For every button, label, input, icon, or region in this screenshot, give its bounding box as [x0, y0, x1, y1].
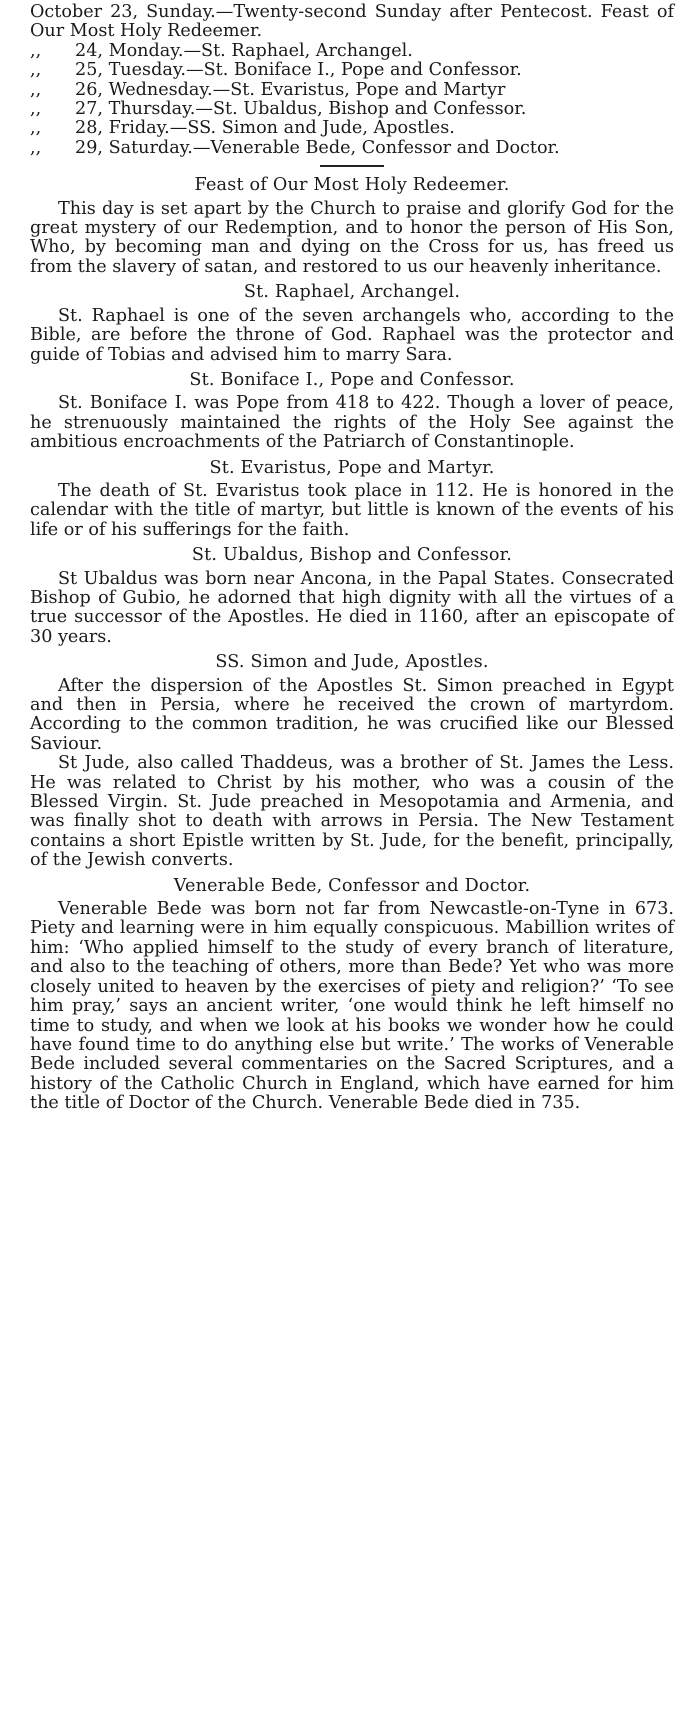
section-heading: Feast of Our Most Holy Redeemer.	[194, 175, 510, 196]
section-divider	[320, 165, 384, 167]
ditto-mark: ,,	[30, 137, 42, 158]
calendar-entry-text: 29, Saturday.—Venerable Bede, Confessor and Doctor.	[75, 137, 560, 158]
section-st-boniface	[30, 371, 674, 453]
section-st-ubaldus	[30, 546, 674, 647]
calendar-entry-text: October 23, Sunday.—Twenty-second Sunday after Pentecost. Feast of Our Most Holy Redeemer.	[30, 2, 674, 42]
section-paragraph: St Jude, also called Thaddeus, was a brother of St. James the Less. He was related to Christ by his mother, who was a cousin of the Blessed Virgin. St. Jude preached in Mesopotamia and Armenia, and was finally shot to death with arrows in Persia. The New Testament contains a short Epistle written by St. Jude, for the benefit, principally, of the Jewish converts.	[30, 753, 674, 871]
section-st-evaristus	[30, 459, 674, 541]
section-heading: St. Ubaldus, Bishop and Confessor.	[191, 545, 513, 566]
ditto-mark: ,,	[30, 99, 42, 120]
calendar-entry-text: 26, Wednesday.—St. Evaristus, Pope and Martyr	[75, 79, 506, 100]
calendar-entry	[30, 119, 674, 138]
section-heading: Venerable Bede, Confessor and Doctor.	[173, 875, 531, 896]
section-heading: St. Boniface I., Pope and Confessor.	[189, 369, 515, 390]
section-heading: St. Raphael, Archangel.	[243, 282, 461, 303]
ditto-mark: ,,	[30, 40, 42, 61]
section-paragraph: Venerable Bede was born not far from Newcastle-on-Tyne in 673. Piety and learning were in him equally conspicuous. Mabillion writes of him: ‘Who applied himself to the study of every branch of literature, and also to the teaching of others, more than Bede? Yet who was more closely united to heaven by the exercises of piety and religion?’ ‘To see him pray,’ says an ancient writer, ‘one would think he left himself no time to study, and when we look at his books we wonder how he could have found time to do anything else but write.’ The works of Venerable Bede included several commentaries on the Sacred Scriptures, and a history of the Catholic Church in England, which have earned for him the title of Doctor of the Church. Venerable Bede died in 735.	[30, 899, 674, 1114]
section-paragraph: St. Raphael is one of the seven archangels who, according to the Bible, are before the throne of God. Raphael was the protector and guide of Tobias and advised him to marry Sara.	[30, 305, 674, 365]
section-most-holy-redeemer	[30, 176, 674, 277]
ditto-mark: ,,	[30, 79, 42, 100]
section-simon-and-jude	[30, 653, 674, 870]
section-paragraph: After the dispersion of the Apostles St. Simon preached in Egypt and then in Persia, where he received the crown of martyrdom. According to the common tradition, he was crucified like our Blessed Saviour.	[30, 675, 674, 754]
calendar-entry-october-23	[30, 3, 674, 42]
calendar-entry	[30, 139, 674, 158]
section-heading: St. Evaristus, Pope and Martyr.	[209, 457, 495, 478]
section-heading: SS. Simon and Jude, Apostles.	[215, 652, 489, 673]
calendar-entry	[30, 100, 674, 119]
calendar-entry	[30, 81, 674, 100]
calendar-entry	[30, 42, 674, 61]
section-paragraph: St Ubaldus was born near Ancona, in the Papal States. Consecrated Bishop of Gubio, he adorned that high dignity with all the virtues of a true successor of the Apostles. He died in 1160, after an episcopate of 30 years.	[30, 568, 674, 647]
calendar-entry-text: 25, Tuesday.—St. Boniface I., Pope and Confessor.	[75, 60, 522, 81]
ditto-mark: ,,	[30, 118, 42, 139]
section-paragraph: This day is set apart by the Church to praise and glorify God for the great mystery of our Redemption, and to honor the person of His Son, Who, by becoming man and dying on the Cross for us, has freed us from the slavery of satan, and restored to us our heavenly inheritance.	[30, 198, 674, 277]
calendar-entry	[30, 61, 674, 80]
feast-calendar	[30, 3, 674, 158]
calendar-entry-text: 27, Thursday.—St. Ubaldus, Bishop and Confessor.	[75, 99, 527, 120]
section-venerable-bede	[30, 877, 674, 1114]
calendar-entry-text: 24, Monday.—St. Raphael, Archangel.	[75, 40, 413, 61]
section-paragraph: St. Boniface I. was Pope from 418 to 422. Though a lover of peace, he strenuously maintained the rights of the Holy See against the ambitious encroachments of the Patriarch of Constantinople.	[30, 393, 674, 453]
ditto-mark: ,,	[30, 60, 42, 81]
section-paragraph: The death of St. Evaristus took place in 112. He is honored in the calendar with the title of martyr, but little is known of the events of his life or of his sufferings for the faith.	[30, 480, 674, 540]
section-st-raphael	[30, 283, 674, 365]
calendar-entry-text: 28, Friday.—SS. Simon and Jude, Apostles.	[75, 118, 455, 139]
